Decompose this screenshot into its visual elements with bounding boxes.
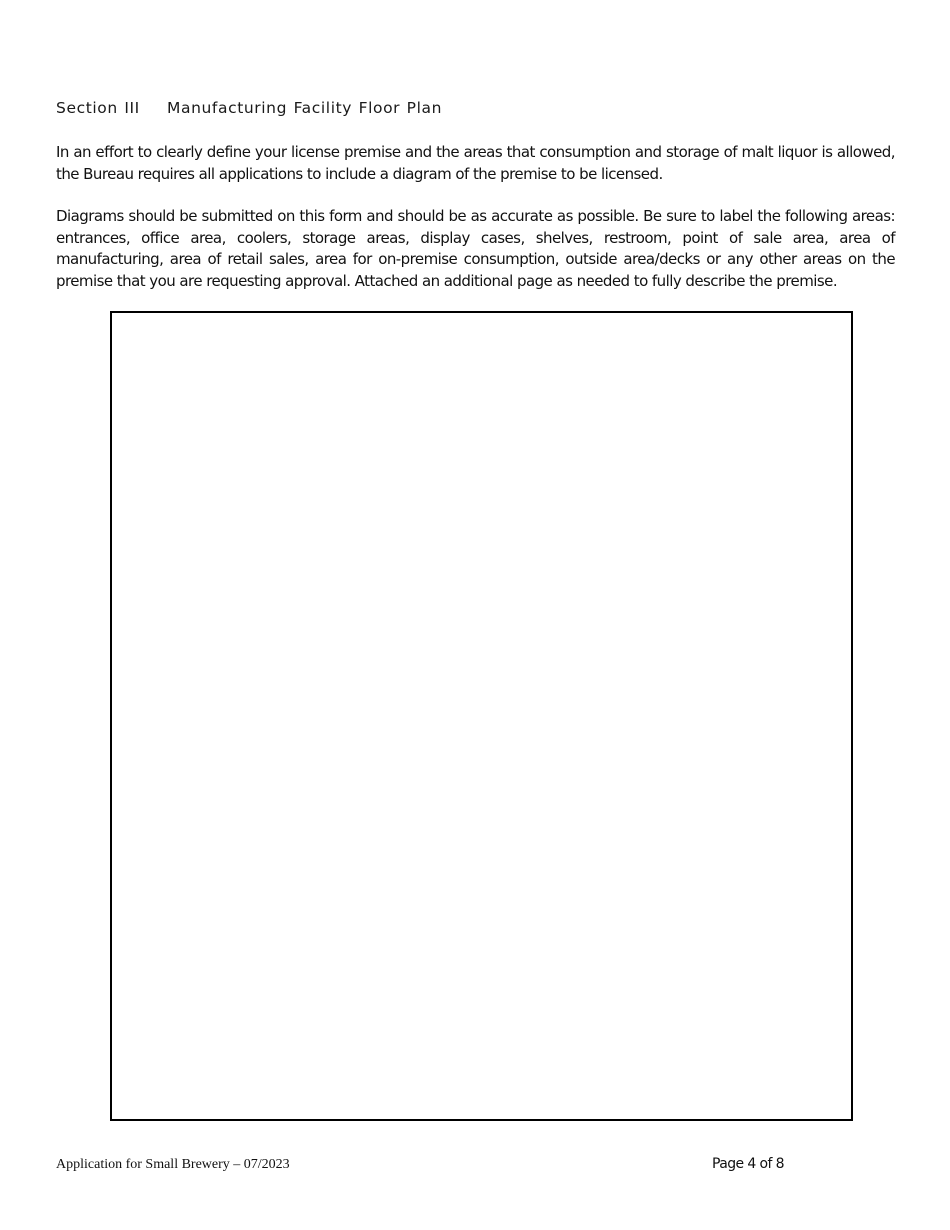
section-title: Manufacturing Facility Floor Plan bbox=[167, 99, 443, 117]
section-heading bbox=[56, 99, 442, 117]
instructions-paragraph: Diagrams should be submitted on this form and should be as accurate as possible. Be sure to label the following areas: entrances, office area, coolers, storage areas, display cases, shelves, restroom, point of sale area, area of manufacturing, area of retail sales, area for on-premise consumption, outside area/decks or any other areas on the premise that you are requesting approval. Attached an additional page as needed to fully describe the premise. bbox=[56, 207, 895, 290]
floor-plan-diagram-area[interactable] bbox=[110, 311, 853, 1121]
section-number: Section III bbox=[56, 99, 140, 117]
intro-paragraph: In an effort to clearly define your license premise and the areas that consumption and storage of malt liquor is allowed, the Bureau requires all applications to include a diagram of the premise to be licensed. bbox=[56, 143, 895, 183]
footer-page-number: Page 4 of 8 bbox=[712, 1156, 784, 1172]
footer-form-name: Application for Small Brewery – 07/2023 bbox=[56, 1157, 290, 1172]
